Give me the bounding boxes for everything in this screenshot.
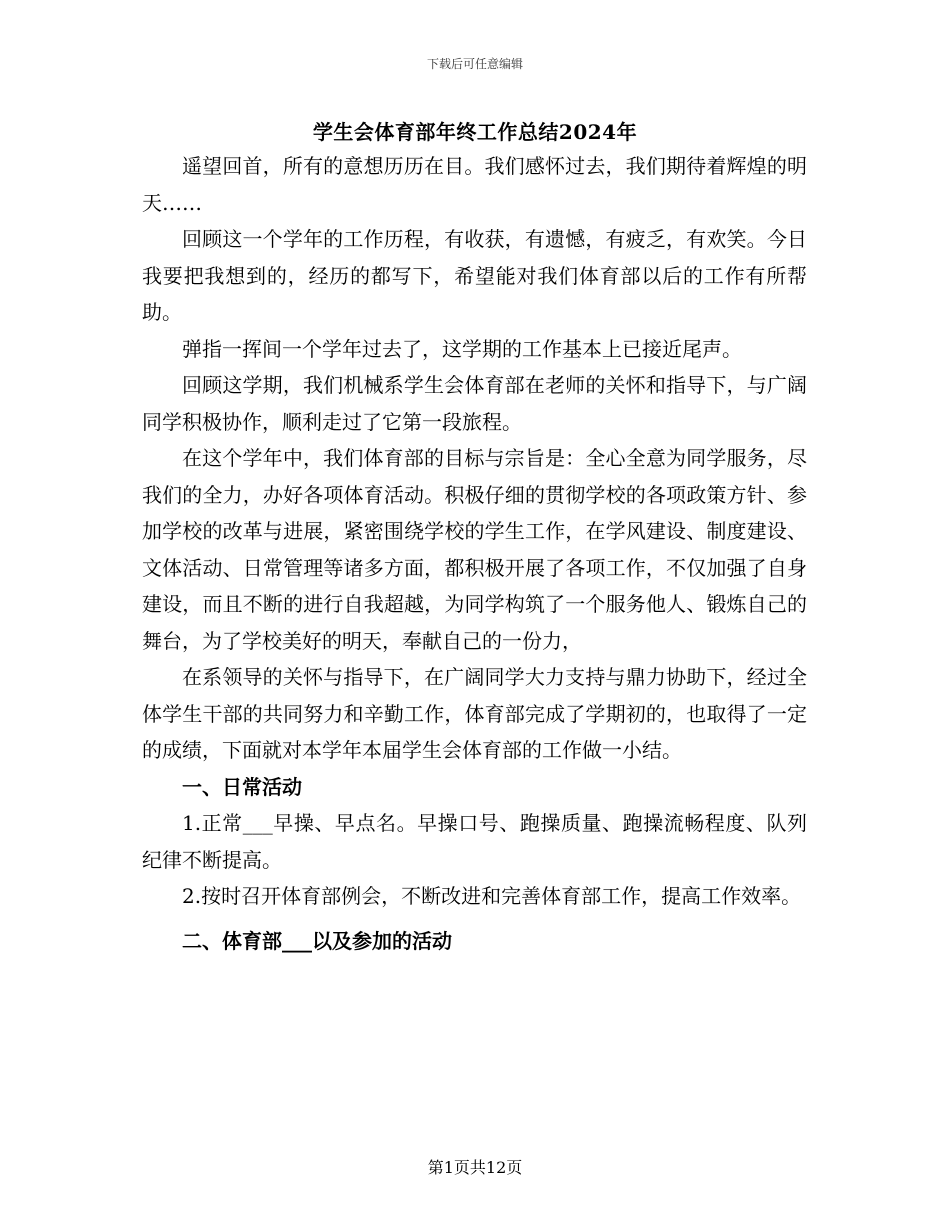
paragraph-review: 回顾这一个学年的工作历程，有收获，有遗憾，有疲乏，有欢笑。今日我要把我想到的，经历的都写下，希望能对我们体育部以后的工作有所帮助。 — [142, 227, 807, 324]
document-body — [142, 148, 807, 959]
section-heading-activities — [142, 923, 807, 960]
list-item-1 — [142, 805, 807, 878]
paragraph-year-end: 弹指一挥间一个学年过去了，这学期的工作基本上已接近尾声。 — [182, 336, 742, 361]
paragraph-summary: 在系领导的关怀与指导下，在广阔同学大力支持与鼎力协助下，经过全体学生干部的共同努力和辛勤工作，体育部完成了学期初的，也取得了一定的成绩，下面就对本学年本届学生会体育部的工作做一小结。 — [142, 665, 807, 762]
paragraph-goals: 在这个学年中，我们体育部的目标与宗旨是：全心全意为同学服务，尽我们的全力，办好各项体育活动。积极仔细的贯彻学校的各项政策方针、参加学校的改革与进展，紧密围绕学校的学生工作，在学风建设、制度建设、文体活动、日常管理等诸多方面，都积极开展了各项工作，不仅加强了自身建设，而且不断的进行自我超越，为同学构筑了一个服务他人、锻炼自己的舞台，为了学校美好的明天，奉献自己的一份力， — [142, 446, 807, 653]
blank-field: ___ — [282, 928, 312, 953]
section-heading-activities-start: 二、体育部 — [182, 928, 282, 953]
paragraph-intro: 遥望回首，所有的意想历历在目。我们感怀过去，我们期待着辉煌的明天…… — [142, 154, 807, 215]
page-footer: 第1页共12页 — [427, 1158, 523, 1177]
section-heading-activities-end: 以及参加的活动 — [312, 928, 452, 953]
list-item-1-end: 早操、早点名。早操口号、跑操质量、跑操流畅程度、队列纪律不断提高。 — [142, 811, 807, 872]
section-heading-daily: 一、日常活动 — [182, 774, 302, 799]
blank-field: ___ — [242, 811, 273, 835]
list-item-2: 2.按时召开体育部例会，不断改进和完善体育部工作，提高工作效率。 — [182, 884, 802, 908]
header-note: 下载后可任意编辑 — [426, 57, 523, 71]
list-item-1-start: 1.正常 — [182, 811, 243, 835]
paragraph-semester: 回顾这学期，我们机械系学生会体育部在老师的关怀和指导下，与广阔同学积极协作，顺利走过了它第一段旅程。 — [142, 373, 807, 434]
document-title: 学生会体育部年终工作总结2024年 — [312, 120, 638, 144]
